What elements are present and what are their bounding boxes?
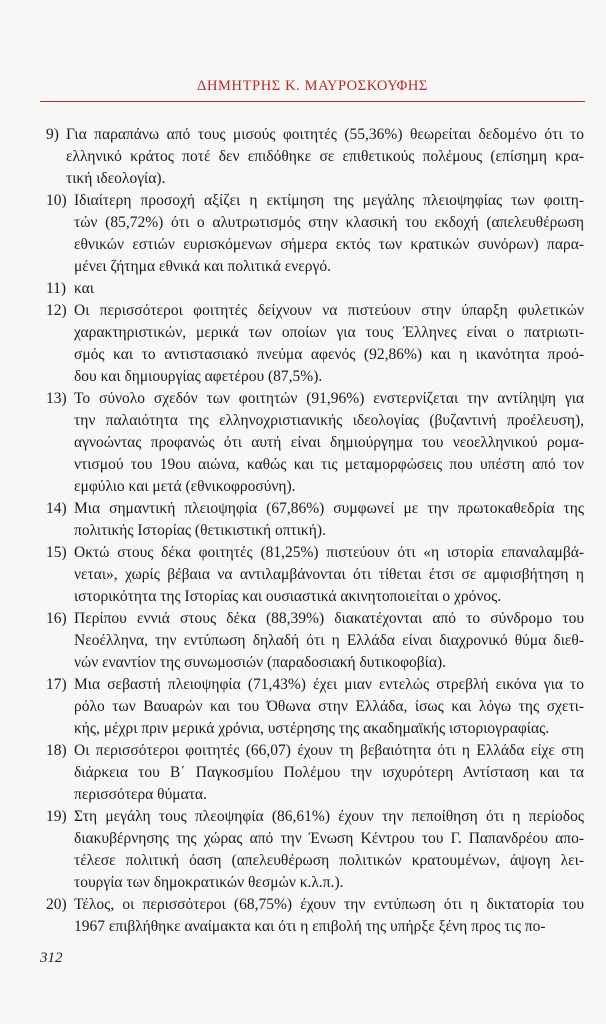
- item-number: 17): [46, 676, 67, 693]
- text-line: περισσότερα θύματα.: [74, 786, 207, 803]
- item-text: [74, 542, 584, 608]
- text-line: σμός και το αντιστασιακό πνεύμα αφενός (92,86%) και η ικανότητα προό-: [74, 346, 584, 363]
- item-number: 14): [46, 500, 67, 517]
- text-line: Για παραπάνω από τους μισούς φοιτητές (55,36%) θεωρείται δεδομένο ότι το: [66, 126, 584, 143]
- list-item: [46, 894, 584, 938]
- item-number: 18): [46, 742, 67, 759]
- list-item: [46, 300, 584, 388]
- list-item: [46, 806, 584, 894]
- text-line: πολιτικής Ιστορίας (θετικιστική οπτική).: [74, 522, 326, 539]
- list-item: [46, 190, 584, 278]
- text-line: μένει ζήτημα εθνικά και πολιτικά ενεργό.: [74, 258, 331, 275]
- text-line: 1967 επιβλήθηκε αναίμακτα και ότι η επιβολή της υπήρξε ξένη προς τις πο-: [74, 918, 546, 935]
- text-line: ρόλο των Βαυαρών και του Όθωνα στην Ελλάδα, ίσως και λόγω της σχετι-: [74, 698, 584, 715]
- text-line: Μια σημαντική πλειοψηφία (67,86%) συμφωνεί με την πρωτοκαθεδρία της: [74, 500, 584, 517]
- list-item: [46, 124, 584, 190]
- text-line: Οι περισσότεροι φοιτητές (66,07) έχουν τη βεβαιότητα ότι η Ελλάδα είχε στη: [74, 742, 584, 759]
- list-item: [46, 388, 584, 498]
- text-line: νών εναντίον της συνωμοσιών (παραδοσιακή δυτικοφοβία).: [74, 654, 446, 671]
- text-line: Νεοέλληνα, την εντύπωση δηλαδή ότι η Ελλάδα είναι διαχρονικό θύμα διεθ-: [74, 632, 584, 649]
- text-line: Το σύνολο σχεδόν των φοιτητών (91,96%) ενστερνίζεται την αντίληψη για: [74, 390, 584, 407]
- list-item: [46, 740, 584, 806]
- item-number: 19): [46, 808, 67, 825]
- item-text: [74, 388, 584, 498]
- list-item: [46, 498, 584, 542]
- item-text: [74, 674, 584, 740]
- running-head: ΔΗΜΗΤΡΗΣ Κ. ΜΑΥΡΟΣΚΟΥΦΗΣ: [197, 78, 428, 94]
- text-line: εμφύλιο και μετά (εθνικοφροσύνη).: [74, 478, 296, 495]
- item-number: 10): [46, 192, 67, 209]
- item-text: [74, 806, 584, 894]
- item-text: [74, 740, 584, 806]
- text-line: και: [74, 280, 94, 297]
- item-text: [74, 894, 584, 938]
- item-text: [74, 498, 584, 542]
- header-rule: [40, 101, 585, 102]
- item-text: [74, 278, 584, 300]
- text-line: Περίπου εννιά στους δέκα (88,39%) διακατέχονται από το σύνδρομο του: [74, 610, 584, 627]
- text-line: ντισμού του 19ου αιώνα, καθώς και τις μεταμορφώσεις που υπέστη από τον: [74, 456, 584, 473]
- item-text: [66, 124, 584, 190]
- text-line: δου και δημιουργίας αφετέρου (87,5%).: [74, 368, 323, 385]
- text-line: τέλεσε πολιτική όαση (απελευθέρωση πολιτικών κρατουμένων, άψογη λει-: [74, 852, 584, 869]
- text-line: Οκτώ στους δέκα φοιτητές (81,25%) πιστεύουν ότι «η ιστορία επαναλαμβά-: [74, 544, 584, 561]
- text-line: διακυβέρνησης της χώρας από την Ένωση Κέντρου του Γ. Παπανδρέου απο-: [74, 830, 584, 847]
- item-text: [74, 190, 584, 278]
- list-item: [46, 674, 584, 740]
- text-line: τών (85,72%) ότι ο αλυτρωτισμός στην κλασική του εκδοχή (απελευθέρωση: [74, 214, 584, 231]
- page-number: 312: [40, 950, 63, 966]
- text-line: αγνοώντας προφανώς ότι αυτή είναι δημιούργημα του νεοελληνικού ρομα-: [74, 434, 584, 451]
- text-line: τουργία των δημοκρατικών θεσμών κ.λ.π.).: [74, 874, 344, 891]
- item-number: 20): [46, 896, 67, 913]
- text-line: Τέλος, οι περισσότεροι (68,75%) έχουν την εντύπωση ότι η δικτατορία του: [74, 896, 584, 913]
- text-line: τική ιδεολογία).: [66, 170, 166, 187]
- list-item: [46, 542, 584, 608]
- item-number: 11): [46, 280, 67, 297]
- text-line: χαρακτηριστικών, μερικά των οποίων για τους Έλληνες είναι ο πατριωτι-: [74, 324, 584, 341]
- text-line: την παλαιότητα της ελληνοχριστιανικής ιδεολογίας (βυζαντινή προέλευση),: [74, 412, 584, 429]
- text-line: νεται», χωρίς βέβαια να αντιλαμβάνονται ότι τίθεται έτσι σε αμφισβήτηση η: [74, 566, 584, 583]
- text-line: εθνικών εστιών ευρισκόμενων σήμερα εκτός των κρατικών συνόρων) παρα-: [74, 236, 584, 253]
- numbered-list: [46, 124, 584, 938]
- list-item: [46, 608, 584, 674]
- text-line: ελληνικό κράτος ποτέ δεν επιδόθηκε σε επιθετικούς πολέμους (επίσημη κρα-: [66, 148, 584, 165]
- text-line: κής, μέχρι πριν μερικά χρόνια, υστέρησης της ακαδημαϊκής ιστοριογραφίας.: [74, 720, 550, 737]
- item-number: 16): [46, 610, 67, 627]
- list-item: [46, 278, 584, 300]
- text-line: διάρκεια του Β΄ Παγκοσμίου Πολέμου την ισχυρότερη Αντίσταση και τα: [74, 764, 584, 781]
- text-line: Στη μεγάλη τους πλεοψηφία (86,61%) έχουν την πεποίθηση ότι η περίοδος: [74, 808, 584, 825]
- item-number: 13): [46, 390, 67, 407]
- item-text: [74, 608, 584, 674]
- item-text: [74, 300, 584, 388]
- item-number: 9): [46, 126, 59, 143]
- item-number: 15): [46, 544, 67, 561]
- text-line: Μια σεβαστή πλειοψηφία (71,43%) έχει μιαν εντελώς στρεβλή εικόνα για το: [74, 676, 584, 693]
- text-line: Ιδιαίτερη προσοχή αξίζει η εκτίμηση της μεγάλης πλειοψηφίας των φοιτη-: [74, 192, 584, 209]
- text-line: ιστορικότητα της Ιστορίας και ουσιαστικά ακινητοποιείται ο χρόνος.: [74, 588, 502, 605]
- text-line: Οι περισσότεροι φοιτητές δείχνουν να πιστεύουν στην ύπαρξη φυλετικών: [74, 302, 584, 319]
- item-number: 12): [46, 302, 67, 319]
